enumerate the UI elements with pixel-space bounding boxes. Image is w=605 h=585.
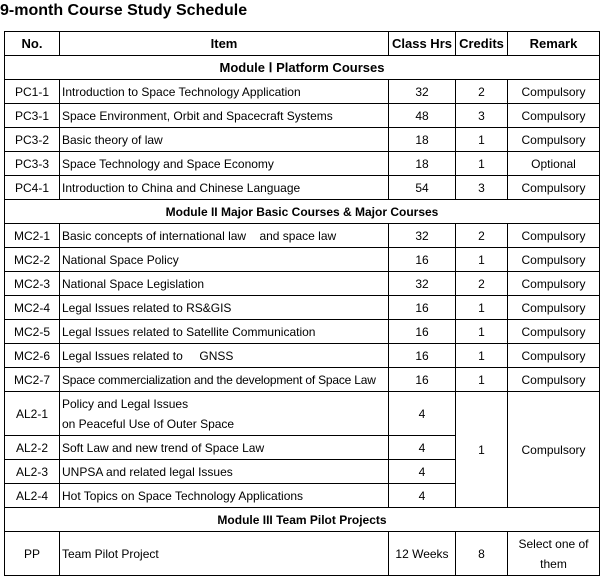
module-row [5,56,600,80]
course-remark: Compulsory [508,128,600,152]
table-row [5,344,600,368]
course-hours: 4 [389,392,456,436]
table-row [5,80,600,104]
course-hours: 16 [389,344,456,368]
course-item: Space commercialization and the development of Space Law [60,368,389,392]
course-no: MC2-5 [5,320,60,344]
course-item: Team Pilot Project [60,532,389,576]
course-item: Legal Issues related to RS&GIS [60,296,389,320]
course-item: Space Technology and Space Economy [60,152,389,176]
course-hours: 48 [389,104,456,128]
header-no: No. [5,32,60,56]
course-hours: 54 [389,176,456,200]
course-no: PC3-1 [5,104,60,128]
course-remark: Optional [508,152,600,176]
course-credits: 1 [456,368,508,392]
course-no: AL2-1 [5,392,60,436]
header-item: Item [60,32,389,56]
al-group-remark: Compulsory [508,392,600,508]
header-credits: Credits [456,32,508,56]
course-no: PC3-3 [5,152,60,176]
course-no: MC2-1 [5,224,60,248]
course-hours: 16 [389,320,456,344]
table-row [5,224,600,248]
course-remark: Compulsory [508,368,600,392]
course-no: MC2-7 [5,368,60,392]
course-hours: 32 [389,224,456,248]
course-credits: 2 [456,224,508,248]
course-item: Legal Issues related to GNSS [60,344,389,368]
course-no: PC3-2 [5,128,60,152]
course-item: Soft Law and new trend of Space Law [60,436,389,460]
course-no: MC2-2 [5,248,60,272]
course-item: National Space Legislation [60,272,389,296]
module-row [5,508,600,532]
table-row [5,392,600,436]
course-item: Legal Issues related to Satellite Communication [60,320,389,344]
course-remark: Compulsory [508,272,600,296]
course-credits: 1 [456,344,508,368]
course-schedule-table [4,31,600,576]
table-row [5,532,600,576]
course-remark [508,532,600,576]
course-credits: 1 [456,152,508,176]
course-credits: 2 [456,272,508,296]
course-credits: 1 [456,248,508,272]
course-hours: 4 [389,436,456,460]
course-credits: 1 [456,128,508,152]
course-item-line-2: on Peaceful Use of Outer Space [62,416,235,431]
course-credits: 1 [456,296,508,320]
course-no: PP [5,532,60,576]
course-remark: Compulsory [508,344,600,368]
course-no: AL2-3 [5,460,60,484]
course-remark: Compulsory [508,320,600,344]
table-row [5,128,600,152]
course-no: MC2-3 [5,272,60,296]
table-row [5,248,600,272]
course-no: PC4-1 [5,176,60,200]
page-title: 9-month Course Study Schedule [0,2,248,19]
course-item: Basic theory of law [60,128,389,152]
table-row [5,368,600,392]
course-hours: 18 [389,128,456,152]
table-row [5,104,600,128]
course-hours: 12 Weeks [389,532,456,576]
course-credits: 8 [456,532,508,576]
course-hours: 4 [389,484,456,508]
al-group-credits: 1 [456,392,508,508]
course-remark: Compulsory [508,176,600,200]
course-item: UNPSA and related legal Issues [60,460,389,484]
course-hours: 32 [389,80,456,104]
course-hours: 16 [389,296,456,320]
course-remark: Compulsory [508,248,600,272]
module-2-title: Module II Major Basic Courses & Major Courses [5,200,600,224]
course-credits: 3 [456,104,508,128]
course-hours: 4 [389,460,456,484]
remark-line-1: Select one of [518,536,589,551]
course-item: Introduction to China and Chinese Language [60,176,389,200]
course-hours: 32 [389,272,456,296]
header-class-hours: Class Hrs [389,32,456,56]
course-no: MC2-4 [5,296,60,320]
course-remark: Compulsory [508,80,600,104]
table-row [5,272,600,296]
header-row [5,32,600,56]
table-row [5,320,600,344]
course-item: Space Environment, Orbit and Spacecraft Systems [60,104,389,128]
course-credits: 2 [456,80,508,104]
course-item: Introduction to Space Technology Application [60,80,389,104]
table-row [5,152,600,176]
module-row [5,200,600,224]
course-remark: Compulsory [508,104,600,128]
remark-line-2: them [540,556,567,571]
course-hours: 18 [389,152,456,176]
table-row [5,176,600,200]
course-no: AL2-2 [5,436,60,460]
course-hours: 16 [389,368,456,392]
course-item: Hot Topics on Space Technology Applications [60,484,389,508]
course-item: Basic concepts of international law and space law [60,224,389,248]
course-hours: 16 [389,248,456,272]
header-remark: Remark [508,32,600,56]
course-no: PC1-1 [5,80,60,104]
table-row [5,296,600,320]
course-remark: Compulsory [508,224,600,248]
course-credits: 1 [456,320,508,344]
course-item-line-1: Policy and Legal Issues [62,396,189,411]
module-3-title: Module III Team Pilot Projects [5,508,600,532]
course-item [60,392,389,436]
course-no: MC2-6 [5,344,60,368]
course-remark: Compulsory [508,296,600,320]
module-1-title: Module Ⅰ Platform Courses [5,56,600,80]
course-credits: 3 [456,176,508,200]
course-no: AL2-4 [5,484,60,508]
course-item: National Space Policy [60,248,389,272]
